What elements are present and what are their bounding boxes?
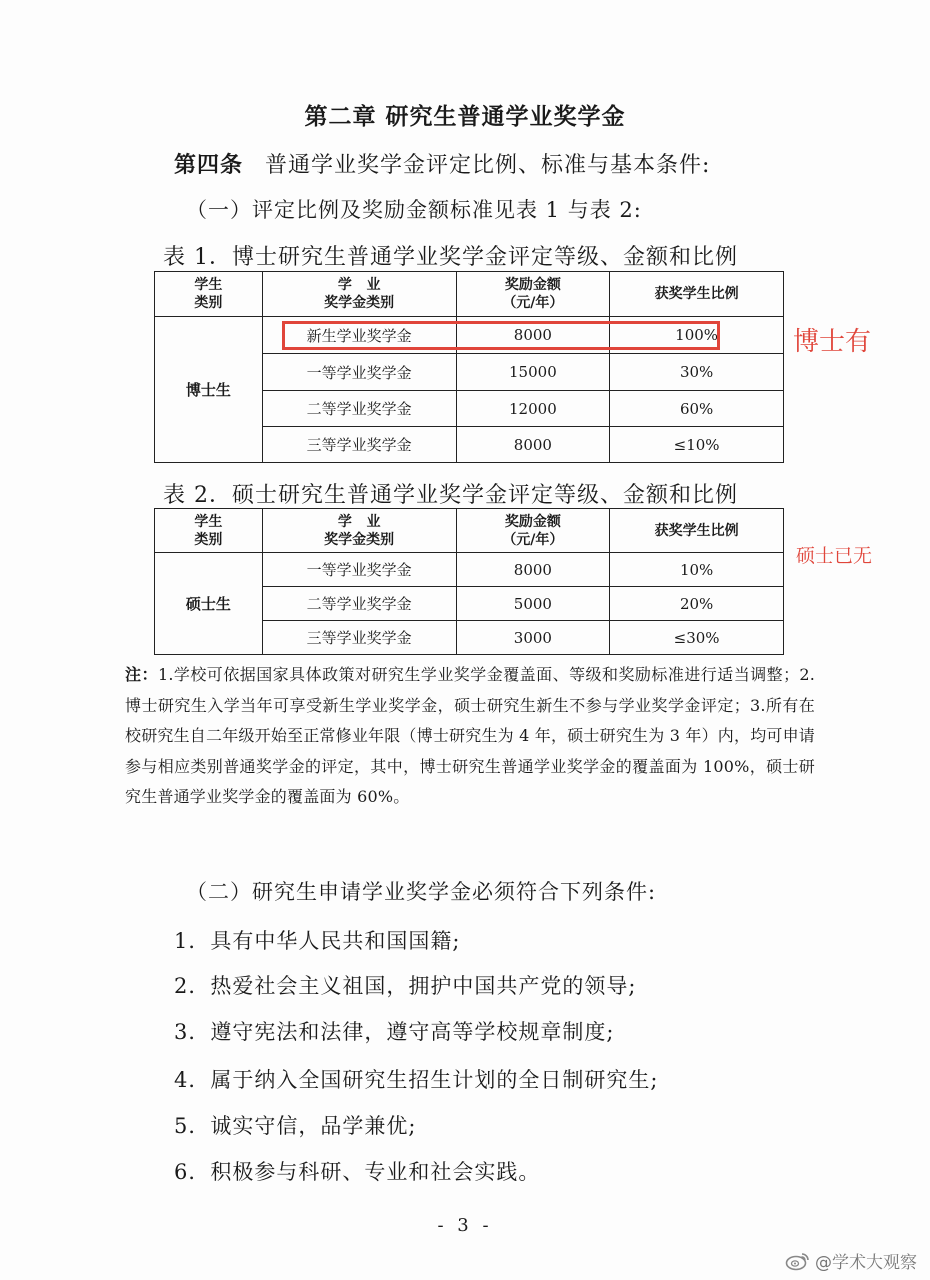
amount-cell: 8000 bbox=[456, 427, 610, 463]
header-cell: 学 业 奖学金类别 bbox=[262, 509, 456, 553]
watermark bbox=[785, 1248, 917, 1273]
header-cell: 学生 类别 bbox=[155, 272, 263, 317]
article-title: 普通学业奖学金评定比例、标准与基本条件: bbox=[265, 153, 711, 178]
scholarship-name-cell: 二等学业奖学金 bbox=[262, 587, 456, 621]
header-cell: 获奖学生比例 bbox=[610, 272, 784, 317]
note-label: 注： bbox=[125, 665, 158, 684]
table-header-row bbox=[155, 272, 784, 317]
table-row bbox=[155, 553, 784, 587]
header-cell: 学生 类别 bbox=[155, 509, 263, 553]
weibo-icon bbox=[785, 1251, 811, 1271]
ratio-cell: ≤30% bbox=[610, 621, 784, 655]
scholarship-name-cell: 一等学业奖学金 bbox=[262, 553, 456, 587]
condition-item: 3．遵守宪法和法律，遵守高等学校规章制度; bbox=[174, 1020, 615, 1044]
watermark-text: @学术大观察 bbox=[815, 1253, 917, 1273]
highlight-box bbox=[282, 321, 720, 350]
header-cell: 学 业 奖学金类别 bbox=[262, 272, 456, 317]
condition-item: 4．属于纳入全国研究生招生计划的全日制研究生; bbox=[174, 1068, 659, 1092]
header-cell: 奖励金额 （元/年） bbox=[456, 272, 610, 317]
section-2-heading: （二）研究生申请学业奖学金必须符合下列条件: bbox=[186, 880, 657, 904]
header-cell: 获奖学生比例 bbox=[610, 509, 784, 553]
header-cell: 奖励金额 （元/年） bbox=[456, 509, 610, 553]
student-type-cell: 硕士生 bbox=[155, 553, 263, 655]
ratio-cell: 100% bbox=[610, 317, 784, 354]
ratio-cell: 30% bbox=[610, 354, 784, 391]
ratio-cell: 60% bbox=[610, 391, 784, 427]
condition-item: 2．热爱社会主义祖国，拥护中国共产党的领导; bbox=[174, 974, 637, 998]
amount-cell: 15000 bbox=[456, 354, 610, 391]
master-annotation: 硕士已无 bbox=[796, 545, 873, 567]
table-1 bbox=[154, 271, 784, 463]
table-header-row bbox=[155, 509, 784, 553]
amount-cell: 3000 bbox=[456, 621, 610, 655]
scholarship-name-cell: 三等学业奖学金 bbox=[262, 427, 456, 463]
amount-cell: 5000 bbox=[456, 587, 610, 621]
scholarship-name-cell: 三等学业奖学金 bbox=[262, 621, 456, 655]
phd-annotation: 博士有 bbox=[793, 327, 872, 357]
student-type-cell: 博士生 bbox=[155, 317, 263, 463]
chapter-title: 第二章 研究生普通学业奖学金 bbox=[304, 103, 626, 130]
note-text: 1.学校可依据国家具体政策对研究生学业奖学金覆盖面、等级和奖励标准进行适当调整；2.博士研究生入学当年可享受新生学业奖学金，硕士研究生新生不参与学业奖学金评定；3.所有在校研究生自二年级开始至正常修业年限（博士研究生为 4 年，硕士研究生为 3 年）内，均可申请参与相应类别普通奖学金的评定，其中，博士研究生普通学业奖学金的覆盖面为 100%，硕士研究生普通学业奖学金的覆盖面为 60%。 bbox=[125, 665, 815, 806]
condition-item: 1．具有中华人民共和国国籍; bbox=[174, 929, 461, 953]
table-2-caption: 表 2．硕士研究生普通学业奖学金评定等级、金额和比例 bbox=[163, 483, 738, 508]
section-1-heading: （一）评定比例及奖励金额标准见表 1 与表 2: bbox=[186, 198, 642, 222]
page-number: - 3 - bbox=[437, 1215, 493, 1236]
scholarship-name-cell: 一等学业奖学金 bbox=[262, 354, 456, 391]
amount-cell: 8000 bbox=[456, 553, 610, 587]
table-note bbox=[125, 660, 815, 813]
condition-item: 5．诚实守信，品学兼优; bbox=[174, 1114, 417, 1138]
condition-item: 6．积极参与科研、专业和社会实践。 bbox=[174, 1160, 541, 1184]
scholarship-name-cell: 新生学业奖学金 bbox=[262, 317, 456, 354]
amount-cell: 12000 bbox=[456, 391, 610, 427]
article-heading bbox=[174, 148, 710, 179]
table-1-caption: 表 1．博士研究生普通学业奖学金评定等级、金额和比例 bbox=[163, 245, 738, 270]
table-2 bbox=[154, 508, 784, 655]
scholarship-name-cell: 二等学业奖学金 bbox=[262, 391, 456, 427]
amount-cell: 8000 bbox=[456, 317, 610, 354]
ratio-cell: ≤10% bbox=[610, 427, 784, 463]
article-number: 第四条 bbox=[174, 152, 244, 178]
ratio-cell: 20% bbox=[610, 587, 784, 621]
ratio-cell: 10% bbox=[610, 553, 784, 587]
